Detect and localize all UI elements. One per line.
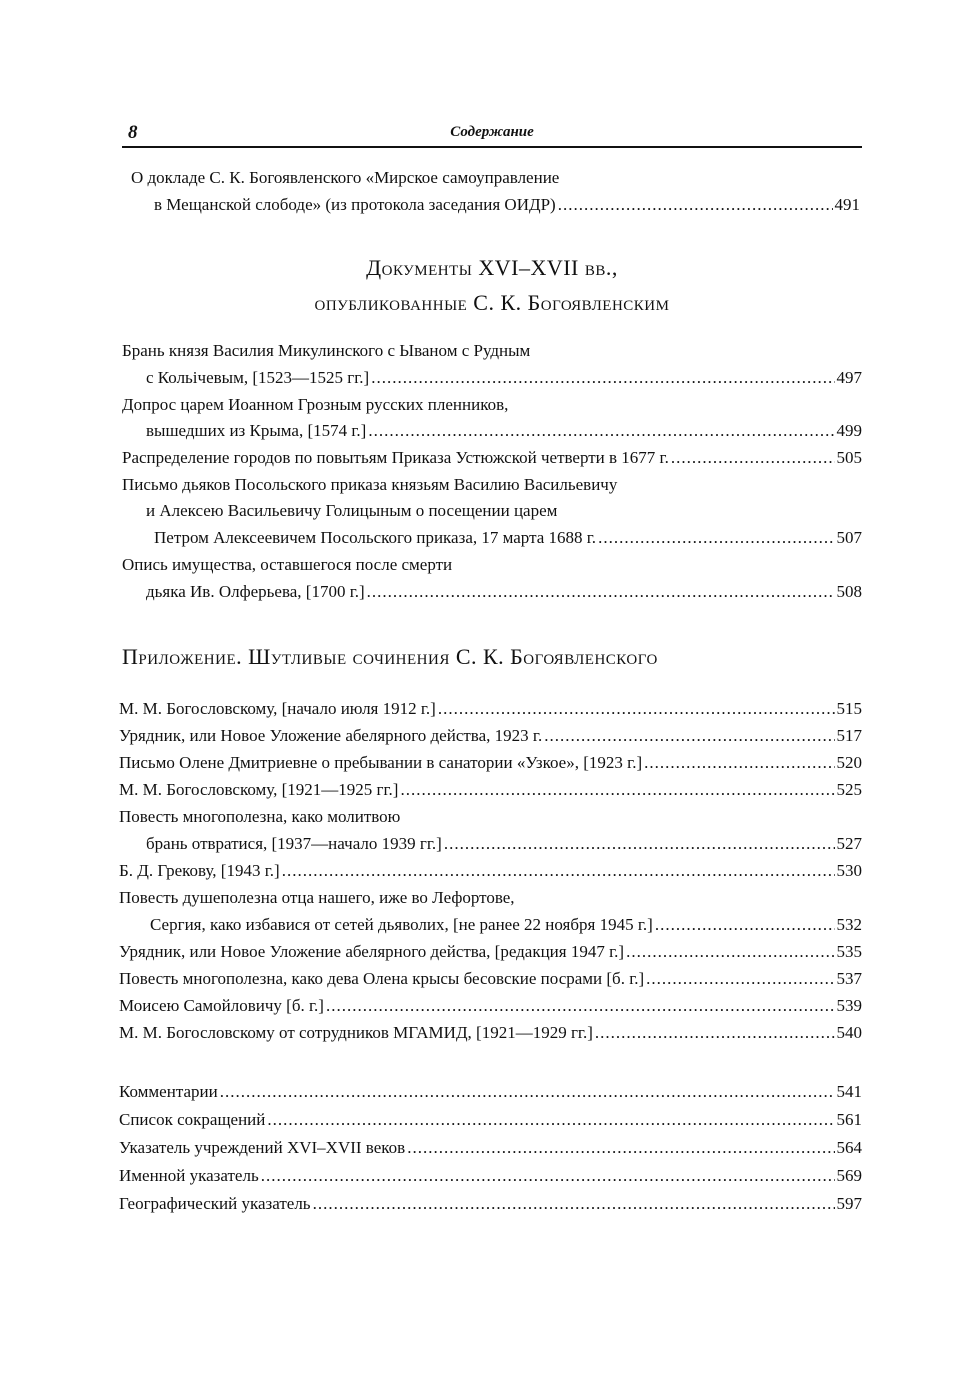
running-title: Содержание (450, 124, 534, 140)
toc-page-number: 525 (836, 780, 862, 799)
toc-entry-title: Повесть многополезна, како дева Олена крысы бесовские посрами [б. г.] (119, 969, 645, 988)
toc-entry-title: вышедших из Крыма, [1574 г.] (146, 421, 367, 440)
toc-entry[interactable] (146, 831, 862, 857)
dot-leader (261, 1163, 835, 1189)
dot-leader (598, 525, 834, 551)
toc-entry-title: Урядник, или Новое Уложение абелярного действа, [редакция 1947 г.] (119, 942, 625, 961)
toc-entry-title: Распределение городов по повытьям Приказа Устюжской четверти в 1677 г. (122, 448, 669, 467)
dot-leader (326, 993, 835, 1019)
toc-page-number: 530 (836, 861, 862, 880)
toc-entry[interactable] (119, 723, 862, 749)
toc-entry-title: Именной указатель (119, 1166, 259, 1185)
toc-entry[interactable] (119, 993, 862, 1019)
dot-leader (282, 858, 835, 884)
toc-entry[interactable] (119, 1163, 862, 1189)
running-header (122, 122, 862, 148)
toc-entry-line: Брань князя Василия Микулинского с Ываном с Рудным (122, 341, 531, 360)
dot-leader (595, 1020, 835, 1046)
toc-entry[interactable] (119, 777, 862, 803)
toc-entry-title: Петром Алексеевичем Посольского приказа, 17 марта 1688 г. (154, 528, 597, 547)
toc-entry-title: М. М. Богословскому, [начало июля 1912 г.] (119, 699, 436, 718)
dot-leader (646, 966, 834, 992)
toc-page-number: 520 (836, 753, 862, 772)
toc-page-number: 515 (836, 699, 862, 718)
toc-entry[interactable] (119, 1135, 862, 1161)
toc-entry[interactable] (119, 966, 862, 992)
toc-entry[interactable] (146, 418, 862, 444)
toc-entry[interactable] (119, 1191, 862, 1217)
toc-entry[interactable] (150, 912, 862, 938)
toc-entry[interactable] (146, 365, 862, 391)
toc-page-number: 505 (836, 448, 862, 467)
toc-page-number: 532 (836, 915, 862, 934)
section-heading: Документы XVI–XVII вв., (366, 255, 618, 280)
toc-entry-line: О докладе С. К. Богоявленского «Мирское самоуправление (131, 168, 560, 187)
dot-leader (626, 939, 834, 965)
toc-entry-line: и Алексею Васильевичу Голицыным о посещении царем (146, 501, 558, 520)
toc-page-number: 527 (836, 834, 862, 853)
section-heading-line2: опубликованные С. К. Богоявленским (314, 290, 670, 315)
toc-entry[interactable] (119, 1020, 862, 1046)
toc-entry[interactable] (119, 1107, 862, 1133)
dot-leader (400, 777, 834, 803)
toc-entry[interactable] (119, 750, 862, 776)
dot-leader (220, 1079, 835, 1105)
toc-page-number: 508 (836, 582, 862, 601)
toc-entry-line: Письмо дьяков Посольского приказа князьям Василию Васильевичу (122, 475, 618, 494)
dot-leader (544, 723, 834, 749)
dot-leader (444, 831, 835, 857)
toc-entry-title: Письмо Олене Дмитриевне о пребывании в санатории «Узкое», [1923 г.] (119, 753, 643, 772)
toc-entry-title: Список сокращений (119, 1110, 266, 1129)
toc-page-number: 540 (836, 1023, 862, 1042)
toc-entry-title: в Мещанской слободе» (из протокола заседания ОИДР) (154, 195, 556, 214)
dot-leader (438, 696, 835, 722)
toc-entry-title: Сергия, како избавися от сетей дьяволих, [не ранее 22 ноября 1945 г.] (150, 915, 653, 934)
toc-entry-title: Б. Д. Грекову, [1943 г.] (119, 861, 280, 880)
toc-page-number: 539 (836, 996, 862, 1015)
toc-entry-title: Моисею Самойловичу [б. г.] (119, 996, 324, 1015)
toc-entry[interactable] (154, 192, 860, 218)
toc-entry[interactable] (154, 525, 862, 551)
dot-leader (371, 365, 834, 391)
dot-leader (407, 1135, 834, 1161)
toc-page-number: 569 (836, 1166, 862, 1185)
dot-leader (368, 418, 834, 444)
dot-leader (671, 445, 835, 471)
toc-entry-title: Комментарии (119, 1082, 218, 1101)
toc-entry[interactable] (119, 939, 862, 965)
toc-page-number: 507 (836, 528, 862, 547)
toc-entry-line: Опись имущества, оставшегося после смерти (122, 555, 453, 574)
toc-entry-title: Указатель учреждений XVI–XVII веков (119, 1138, 406, 1157)
toc-entry-line: Допрос царем Иоанном Грозным русских пленников, (122, 395, 509, 414)
toc-page-number: 491 (834, 195, 860, 214)
toc-entry-line: Повесть душеполезна отца нашего, иже во Лефортове, (119, 888, 515, 907)
section-heading: Приложение. Шутливые сочинения С. К. Богоявленского (122, 644, 658, 669)
toc-page-number: 541 (836, 1082, 862, 1101)
toc-entry[interactable] (119, 1079, 862, 1105)
dot-leader (267, 1107, 834, 1133)
toc-entry-title: Географический указатель (119, 1194, 311, 1213)
dot-leader (558, 192, 833, 218)
toc-entry-title: М. М. Богословскому, [1921—1925 гг.] (119, 780, 399, 799)
toc-page-number: 497 (836, 368, 862, 387)
toc-entry-title: М. М. Богословскому от сотрудников МГАМИД, [1921—1929 гг.] (119, 1023, 593, 1042)
toc-entry-title: с Кольічевым, [1523—1525 гг.] (146, 368, 370, 387)
toc-entry-line: Повесть многополезна, како молитвою (119, 807, 401, 826)
dot-leader (644, 750, 834, 776)
dot-leader (313, 1191, 835, 1217)
toc-page-number: 535 (836, 942, 862, 961)
page-number: 8 (128, 122, 138, 143)
toc-page-number: 537 (836, 969, 862, 988)
toc-page-number: 597 (836, 1194, 862, 1213)
toc-entry-title: Урядник, или Новое Уложение абелярного действа, 1923 г. (119, 726, 543, 745)
toc-entry[interactable] (119, 858, 862, 884)
toc-entry[interactable] (119, 696, 862, 722)
toc-entry[interactable] (122, 445, 862, 471)
toc-entry[interactable] (146, 579, 862, 605)
toc-entry-title: брань отвратися, [1937—начало 1939 гг.] (146, 834, 442, 853)
dot-leader (367, 579, 835, 605)
header-rule (122, 146, 862, 148)
toc-page-number: 564 (836, 1138, 862, 1157)
toc-entry-title: дьяка Ив. Олферьева, [1700 г.] (146, 582, 365, 601)
dot-leader (655, 912, 835, 938)
toc-page-number: 561 (836, 1110, 862, 1129)
toc-page-number: 499 (836, 421, 862, 440)
toc-page-number: 517 (836, 726, 862, 745)
